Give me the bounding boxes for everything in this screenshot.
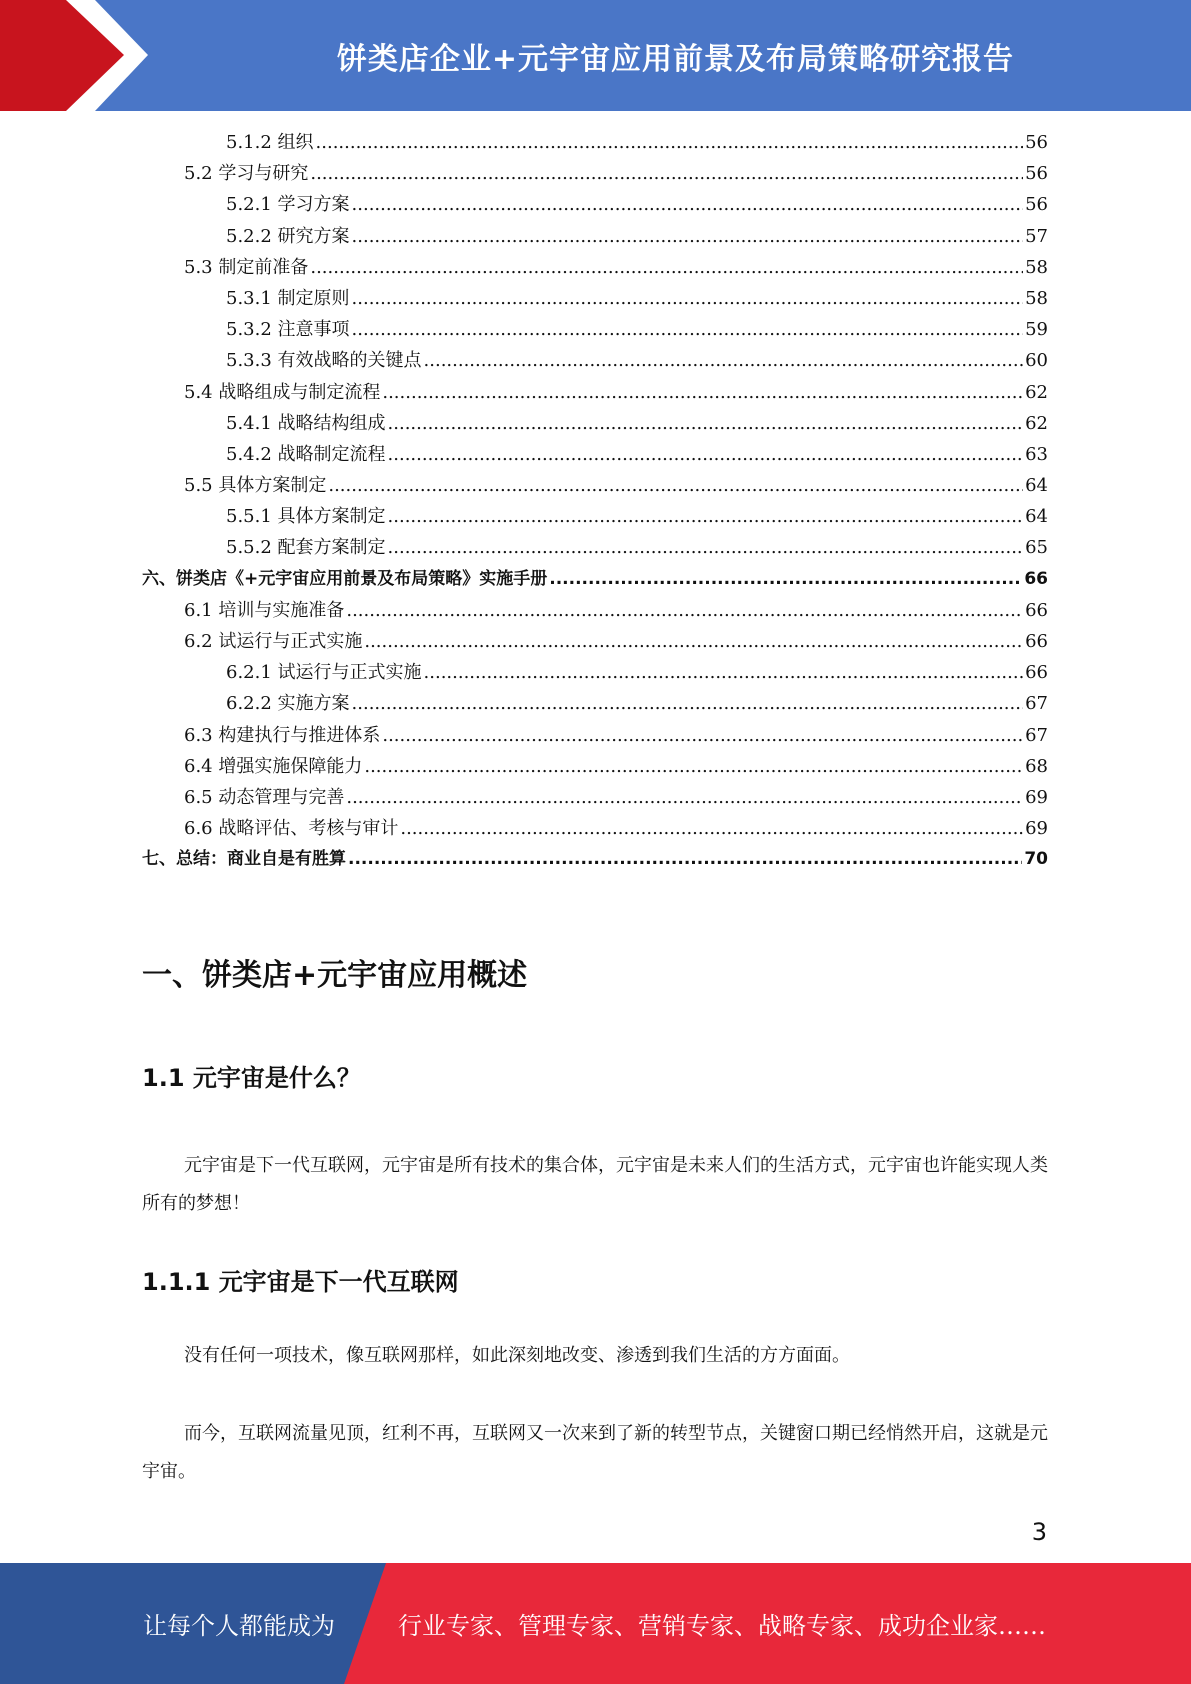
toc-leader-dots: [328, 470, 1023, 501]
toc-entry[interactable]: [142, 439, 1048, 470]
toc-entry-page: 66: [1025, 599, 1048, 621]
toc-entry[interactable]: [142, 314, 1048, 345]
footer-slogan-right: 行业专家、管理专家、营销专家、战略专家、成功企业家……: [398, 1612, 1046, 1640]
toc-entry-page: 57: [1025, 225, 1048, 247]
paragraph: 而今，互联网流量见顶，红利不再，互联网又一次来到了新的转型节点，关键窗口期已经悄然开启，这就是元宇宙。: [142, 1423, 1048, 1482]
toc-entry-label: 5.3 制定前准备: [184, 256, 309, 278]
toc-leader-dots: [549, 564, 1022, 595]
toc-entry-page: 58: [1025, 256, 1048, 278]
toc-entry-page: 56: [1025, 132, 1048, 153]
toc-entry[interactable]: [142, 595, 1048, 626]
toc-entry-page: 64: [1025, 506, 1048, 528]
toc-leader-dots: [382, 377, 1023, 408]
footer-slogan-left: 让每个人都能成为: [143, 1612, 335, 1640]
paragraph: 元宇宙是下一代互联网，元宇宙是所有技术的集合体，元宇宙是未来人们的生活方式，元宇宙也许能实现人类所有的梦想！: [142, 1155, 1048, 1214]
toc-entry-page: 64: [1025, 475, 1048, 497]
toc-leader-dots: [364, 751, 1023, 782]
toc-entry[interactable]: [142, 844, 1048, 875]
toc-entry[interactable]: [142, 470, 1048, 501]
toc-leader-dots: [352, 221, 1024, 252]
toc-entry[interactable]: [142, 252, 1048, 283]
toc-entry[interactable]: [142, 782, 1048, 813]
toc-leader-dots: [346, 782, 1023, 813]
page-footer: [0, 1563, 1191, 1684]
toc-entry-page: 67: [1025, 693, 1048, 715]
toc-entry-label: 6.1 培训与实施准备: [184, 599, 345, 621]
toc-entry[interactable]: [142, 158, 1048, 189]
page-header: [0, 0, 1191, 111]
toc-entry-label: 5.4 战略组成与制定流程: [184, 381, 381, 403]
toc-entry-page: 56: [1025, 194, 1048, 216]
toc-entry-label: 6.5 动态管理与完善: [184, 786, 345, 808]
toc-leader-dots: [352, 314, 1024, 345]
toc-entry[interactable]: [142, 720, 1048, 751]
toc-leader-dots: [364, 626, 1023, 657]
toc-leader-dots: [388, 408, 1024, 439]
toc-entry-page: 59: [1025, 319, 1048, 341]
toc-leader-dots: [310, 158, 1023, 189]
toc-leader-dots: [310, 252, 1023, 283]
header-chevron-icon: [0, 0, 160, 111]
toc-leader-dots: [424, 345, 1024, 376]
toc-entry-page: 56: [1025, 163, 1048, 185]
toc-leader-dots: [352, 189, 1024, 220]
toc-entry[interactable]: [142, 564, 1048, 595]
toc-entry[interactable]: [142, 501, 1048, 532]
toc-entry-page: 70: [1024, 849, 1048, 870]
toc-entry-page: 62: [1025, 412, 1048, 434]
paragraph: 没有任何一项技术，像互联网那样，如此深刻地改变、渗透到我们生活的方方面面。: [184, 1345, 850, 1366]
toc-entry-label: 5.1.2 组织: [226, 132, 314, 153]
toc-entry[interactable]: [142, 377, 1048, 408]
toc-leader-dots: [382, 720, 1023, 751]
toc-entry[interactable]: [142, 751, 1048, 782]
toc-leader-dots: [388, 532, 1024, 563]
section-heading: 1.1 元宇宙是什么？: [142, 1064, 361, 1092]
toc-entry[interactable]: [142, 626, 1048, 657]
toc-entry[interactable]: [142, 657, 1048, 688]
toc-entry[interactable]: [142, 283, 1048, 314]
toc-leader-dots: [388, 439, 1024, 470]
toc-entry-label: 6.2 试运行与正式实施: [184, 631, 363, 652]
toc-entry-label: 6.3 构建执行与推进体系: [184, 724, 381, 746]
toc-entry-label: 5.3.3 有效战略的关键点: [226, 350, 422, 372]
toc-leader-dots: [316, 127, 1024, 158]
toc-entry-label: 5.4.1 战略结构组成: [226, 412, 386, 434]
page-number: 3: [1031, 1518, 1047, 1546]
toc-entry-label: 七、总结：商业自是有胜算: [142, 849, 346, 870]
toc-entry-label: 六、饼类店《+元宇宙应用前景及布局策略》实施手册: [142, 568, 548, 589]
toc-entry-label: 5.5.1 具体方案制定: [226, 506, 386, 528]
toc-entry[interactable]: [142, 532, 1048, 563]
toc-entry-page: 69: [1025, 786, 1048, 808]
toc-leader-dots: [352, 283, 1024, 314]
toc-leader-dots: [424, 657, 1024, 688]
toc-entry-page: 67: [1025, 724, 1048, 746]
toc-entry-page: 58: [1025, 287, 1048, 309]
toc-entry-label: 5.2.1 学习方案: [226, 194, 350, 216]
chapter-heading: 一、饼类店+元宇宙应用概述: [142, 958, 528, 993]
toc-entry-page: 68: [1025, 755, 1048, 777]
toc-leader-dots: [346, 595, 1023, 626]
toc-entry-label: 5.2.2 研究方案: [226, 225, 350, 247]
toc-entry-label: 6.2.1 试运行与正式实施: [226, 662, 422, 684]
toc-entry[interactable]: [142, 345, 1048, 376]
toc-entry-page: 65: [1025, 537, 1048, 559]
toc-entry-page: 60: [1025, 350, 1048, 372]
toc-leader-dots: [400, 813, 1023, 844]
report-title: 饼类店企业+元宇宙应用前景及布局策略研究报告: [336, 41, 1015, 77]
toc-entry-page: 66: [1024, 568, 1048, 589]
table-of-contents: [142, 127, 1048, 876]
toc-entry-label: 6.4 增强实施保障能力: [184, 755, 363, 777]
toc-entry[interactable]: [142, 189, 1048, 220]
toc-entry-page: 66: [1025, 631, 1048, 652]
toc-entry-label: 5.5 具体方案制定: [184, 475, 327, 497]
subsection-heading: 1.1.1 元宇宙是下一代互联网: [142, 1268, 459, 1296]
toc-entry-page: 69: [1025, 818, 1048, 840]
toc-entry-page: 62: [1025, 381, 1048, 403]
toc-leader-dots: [348, 844, 1022, 875]
toc-entry[interactable]: [142, 688, 1048, 719]
toc-entry-label: 5.3.2 注意事项: [226, 319, 350, 341]
toc-entry-label: 6.2.2 实施方案: [226, 693, 350, 715]
toc-entry-label: 5.2 学习与研究: [184, 163, 309, 185]
toc-entry[interactable]: [142, 813, 1048, 844]
toc-entry-label: 5.4.2 战略制定流程: [226, 443, 386, 465]
toc-entry-page: 66: [1025, 662, 1048, 684]
toc-entry-label: 5.5.2 配套方案制定: [226, 537, 386, 559]
toc-leader-dots: [388, 501, 1024, 532]
toc-entry[interactable]: [142, 221, 1048, 252]
toc-entry[interactable]: [142, 127, 1048, 158]
toc-entry-label: 5.3.1 制定原则: [226, 287, 350, 309]
toc-entry-page: 63: [1025, 443, 1048, 465]
toc-leader-dots: [352, 688, 1024, 719]
toc-entry-label: 6.6 战略评估、考核与审计: [184, 818, 399, 840]
toc-entry[interactable]: [142, 408, 1048, 439]
